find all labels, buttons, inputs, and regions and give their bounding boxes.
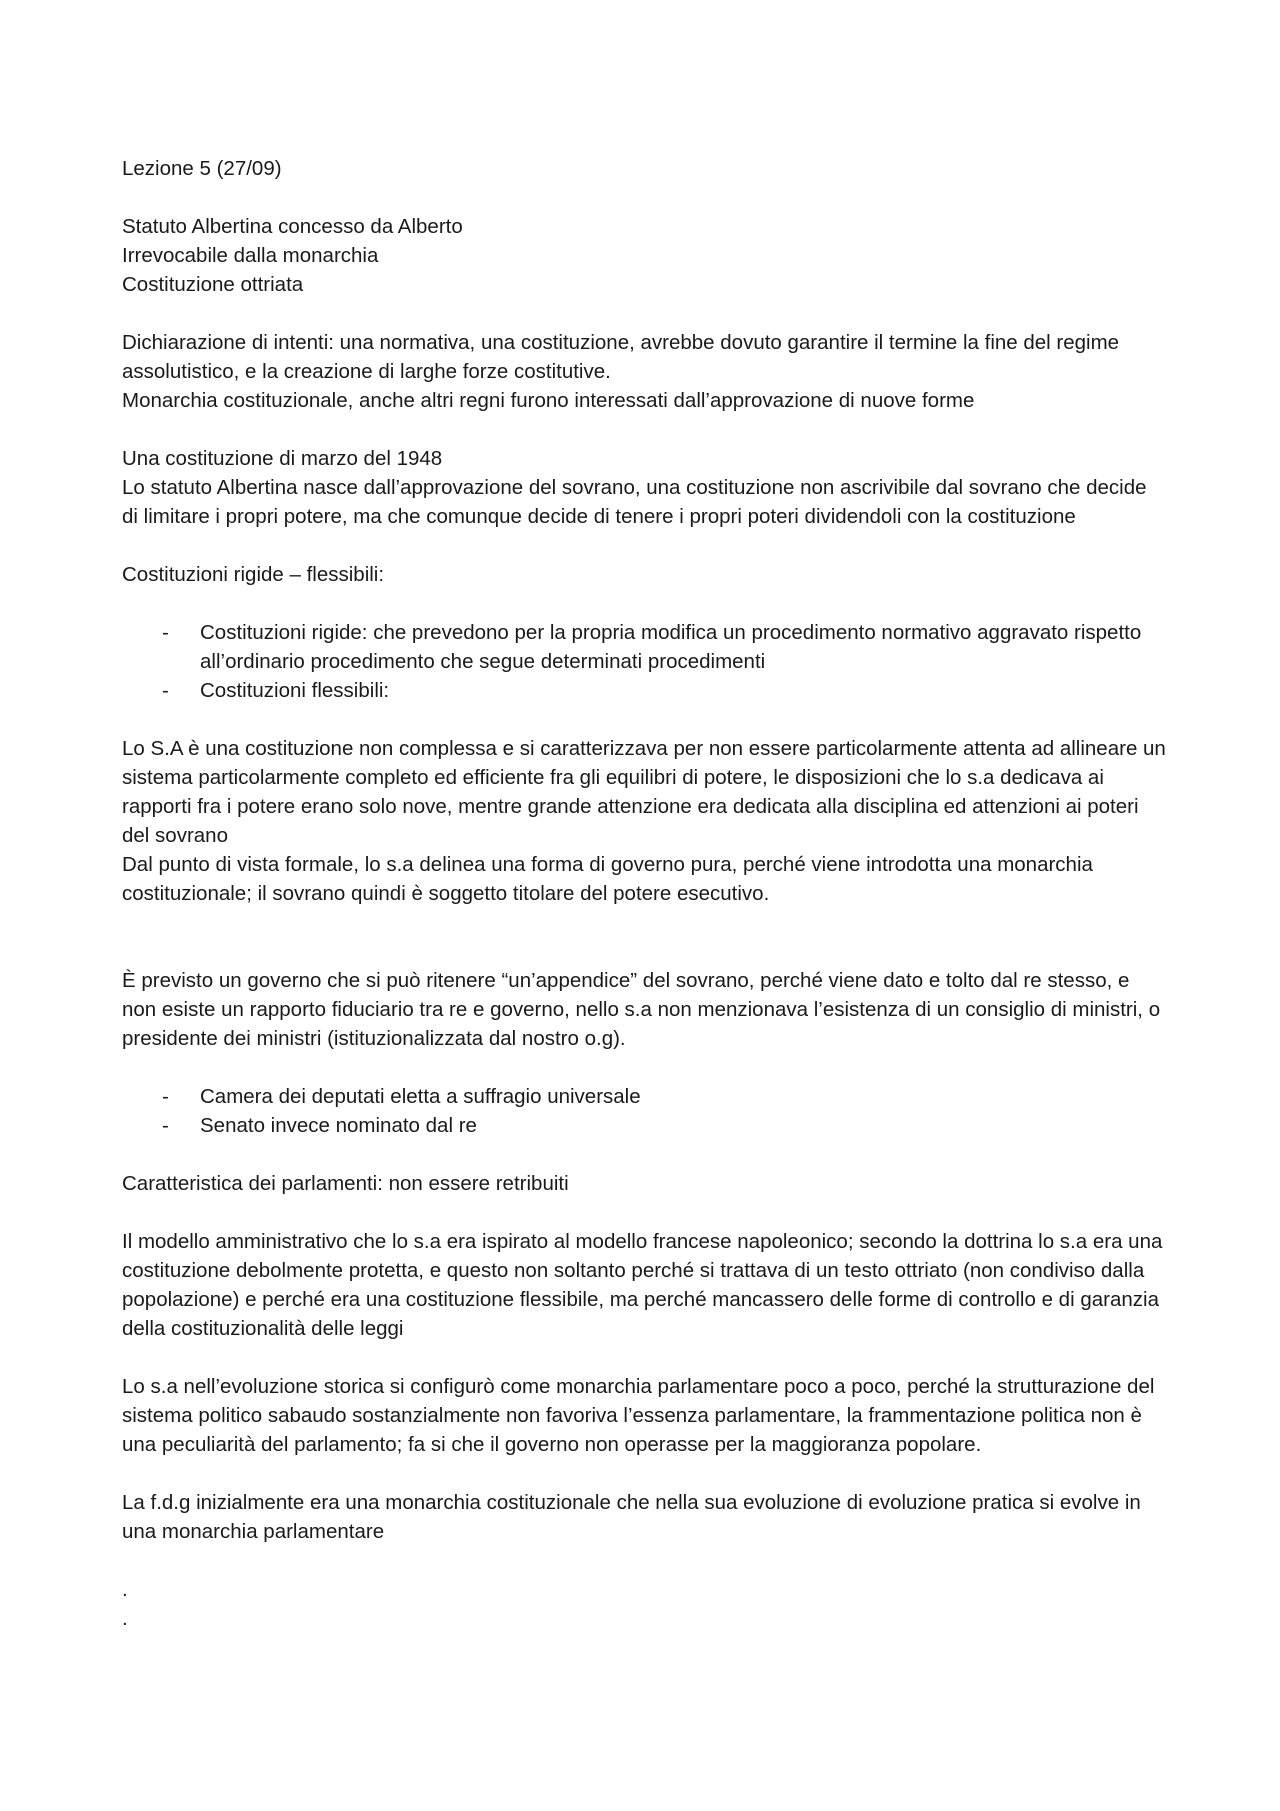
lesson-title: Lezione 5 (27/09) (122, 157, 282, 180)
spacer (122, 299, 1167, 328)
spacer (122, 589, 1167, 618)
spacer (122, 531, 1167, 560)
spacer (122, 705, 1167, 734)
document-body (122, 154, 1167, 1633)
paragraph: Costituzioni rigide – flessibili: (122, 563, 385, 586)
paragraph: Lo S.A è una costituzione non complessa e si caratterizzava per non essere particolarmente attenta ad allineare un sistema particolarmente completo ed efficiente fra gli equilibri di potere, le disposizioni che lo s.a dedicava ai rapporti fra i potere erano solo nove, mentre grande attenzione era dedicata alla disciplina ed attenzioni ai poteri del sovrano (122, 737, 1166, 847)
list-item-text: Costituzioni rigide: che prevedono per la propria modifica un procedimento normativo aggravato rispetto all’ordinario procedimento che segue determinati procedimenti (200, 621, 1142, 673)
spacer (122, 1198, 1167, 1227)
spacer (122, 415, 1167, 444)
list-item-text: Senato invece nominato dal re (200, 1114, 477, 1137)
dash-list (122, 1082, 1167, 1140)
dash-bullet: - (162, 1114, 169, 1137)
spacer (122, 1546, 1167, 1575)
spacer (122, 1343, 1167, 1372)
paragraph: Lo s.a nell’evoluzione storica si configurò come monarchia parlamentare poco a poco, perché la strutturazione del sistema politico sabaudo sostanzialmente non favoriva l’essenza parlamentare, la frammentazione politica non è una peculiarità del parlamento; fa si che il governo non operasse per la maggioranza popolare. (122, 1375, 1155, 1456)
paragraph: Lo statuto Albertina nasce dall’approvazione del sovrano, una costituzione non ascrivibile dal sovrano che decide di limitare i propri potere, ma che comunque decide di tenere i propri poteri dividendoli con la costituzione (122, 476, 1147, 528)
dash-bullet: - (162, 1085, 169, 1108)
paragraph: Dichiarazione di intenti: una normativa, una costituzione, avrebbe dovuto garantire il termine la fine del regime assolutistico, e la creazione di larghe forze costitutive. (122, 331, 1120, 383)
paragraph: Una costituzione di marzo del 1948 (122, 447, 443, 470)
list-item (122, 1111, 1167, 1140)
spacer (122, 1140, 1167, 1169)
list-item-text: Costituzioni flessibili: (200, 679, 390, 702)
intro-line: Costituzione ottriata (122, 273, 304, 296)
intro-line: Statuto Albertina concesso da Alberto (122, 215, 463, 238)
spacer (122, 908, 1167, 966)
spacer (122, 1459, 1167, 1488)
paragraph: La f.d.g inizialmente era una monarchia costituzionale che nella sua evoluzione di evoluzione pratica si evolve in una monarchia parlamentare (122, 1491, 1141, 1543)
paragraph: Caratteristica dei parlamenti: non essere retribuiti (122, 1172, 569, 1195)
intro-line: Irrevocabile dalla monarchia (122, 244, 379, 267)
list-item (122, 1082, 1167, 1111)
trailing-dot: . (122, 1607, 128, 1630)
paragraph: Il modello amministrativo che lo s.a era ispirato al modello francese napoleonico; secondo la dottrina lo s.a era una costituzione debolmente protetta, e questo non soltanto perché si trattava di un testo ottriato (non condiviso dalla popolazione) e perché era una costituzione flessibile, ma perché mancassero delle forme di controllo e di garanzia della costituzionalità delle leggi (122, 1230, 1163, 1340)
paragraph: Dal punto di vista formale, lo s.a delinea una forma di governo pura, perché viene introdotta una monarchia costituzionale; il sovrano quindi è soggetto titolare del potere esecutivo. (122, 853, 1093, 905)
dash-bullet: - (162, 621, 169, 644)
list-item-text: Camera dei deputati eletta a suffragio universale (200, 1085, 641, 1108)
spacer (122, 1053, 1167, 1082)
trailing-dot: . (122, 1578, 128, 1601)
list-item (122, 618, 1167, 676)
spacer (122, 183, 1167, 212)
paragraph: Monarchia costituzionale, anche altri regni furono interessati dall’approvazione di nuove forme (122, 389, 975, 412)
list-item (122, 676, 1167, 705)
dash-bullet: - (162, 679, 169, 702)
dash-list (122, 618, 1167, 705)
paragraph: È previsto un governo che si può ritenere “un’appendice” del sovrano, perché viene dato e tolto dal re stesso, e non esiste un rapporto fiduciario tra re e governo, nello s.a non menzionava l’esistenza di un consiglio di ministri, o presidente dei ministri (istituzionalizzata dal nostro o.g). (122, 969, 1161, 1050)
